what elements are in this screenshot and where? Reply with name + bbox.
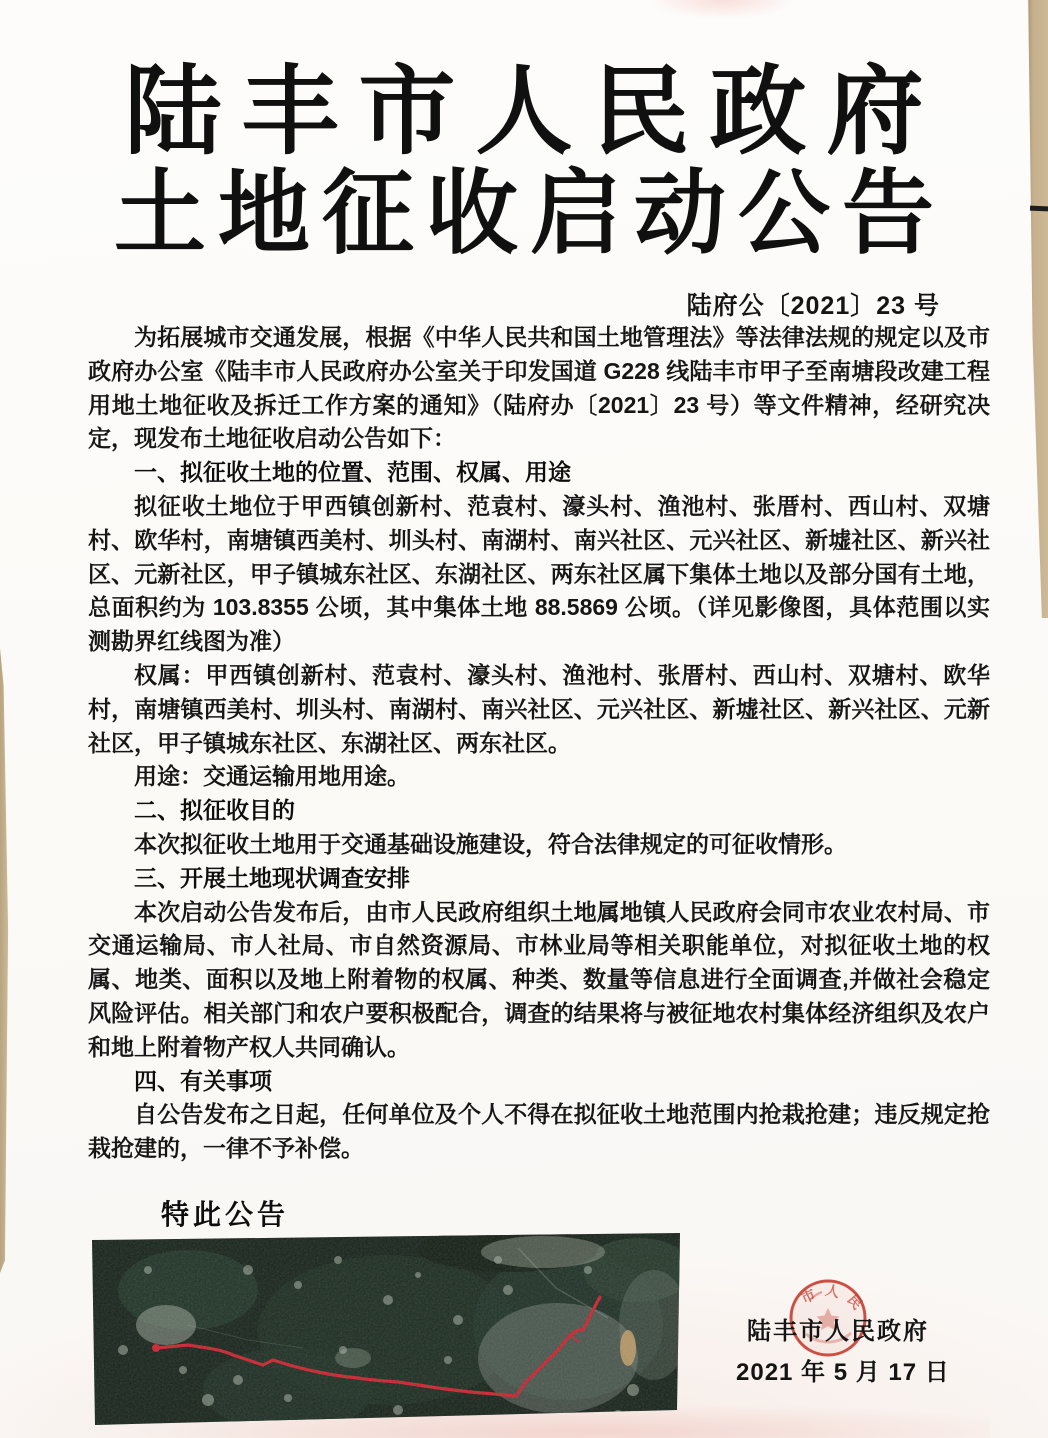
section-heading: 一、拟征收土地的位置、范围、权属、用途 [134,459,571,486]
body-paragraph: 权属：甲西镇创新村、范袁村、濠头村、渔池村、张厝村、西山村、双塘村、欧华村，南塘镇西美村、圳头村、南湖村、南兴社区、元兴社区、新墟社区、新兴社区、元新社区，甲子镇城东社区、东湖社区、两东社区。 [88,661,990,756]
document-title-line1: 陆丰市人民政府 [124,54,944,168]
satellite-map-image [88,1230,684,1430]
document-title-line2: 土地征收启动公告 [113,159,946,267]
body-paragraph: 为拓展城市交通发展，根据《中华人民共和国土地管理法》等法律法规的规定以及市政府办公室《陆丰市人民政府办公室关于印发国道 G228 线陆丰市甲子至南塘段改建工程用地土地征收及拆迁工作方案的通知》（陆府办〔2021〕23 号）等文件精神，经研究决定，现发布土地征收启动公告如下： [88,324,990,452]
closing-statement: 特此公告 [161,1199,290,1230]
body-flow [88,321,990,1166]
body-paragraph: 本次启动公告发布后，由市人民政府组织土地属地镇人民政府会同市农业农村局、市交通运输局、市人社局、市自然资源局、市林业局等相关职能单位，对拟征收土地的权属、地类、面积以及地上附着物的权属、种类、数量等信息进行全面调查,并做社会稳定风险评估。相关部门和农户要积极配合，调查的结果将与被征地农村集体经济组织及农户和地上附着物产权人共同确认。 [88,898,990,1060]
body-paragraph: 拟征收土地位于甲西镇创新村、范袁村、濠头村、渔池村、张厝村、西山村、双塘村、欧华村，南塘镇西美村、圳头村、南湖村、南兴社区、元兴社区、新墟社区、新兴社区、元新社区，甲子镇城东社区、东湖社区、两东社区属下集体土地以及部分国有土地，总面积约为 103.8355 公顷，其中集体土地 88.5869 公顷。（详见影像图，具体范围以实测勘界红线图为准） [88,492,990,655]
paper-edge-left [0,648,9,1273]
section-heading: 三、开展土地现状调查安排 [134,864,410,891]
satellite-map-graphic [88,1230,684,1430]
svg-text:市人民: 市人民 [798,1282,871,1319]
issue-date: 2021 年 5 月 17 日 [736,1359,950,1386]
body-paragraph: 用途：交通运输用地用途。 [134,763,410,790]
issuer-name: 陆丰市人民政府 [747,1318,929,1345]
body-paragraph: 自公告发布之日起，任何单位及个人不得在拟征收土地范围内抢栽抢建；违反规定抢栽抢建的，一律不予补偿。 [88,1101,990,1162]
section-heading: 二、拟征收目的 [134,797,295,824]
section-heading: 四、有关事项 [134,1067,272,1094]
pink-smudge-top [652,0,792,18]
document-number: 陆府公〔2021〕23 号 [686,292,940,320]
body-paragraph: 本次拟征收土地用于交通基础设施建设，符合法律规定的可征收情形。 [134,830,847,857]
